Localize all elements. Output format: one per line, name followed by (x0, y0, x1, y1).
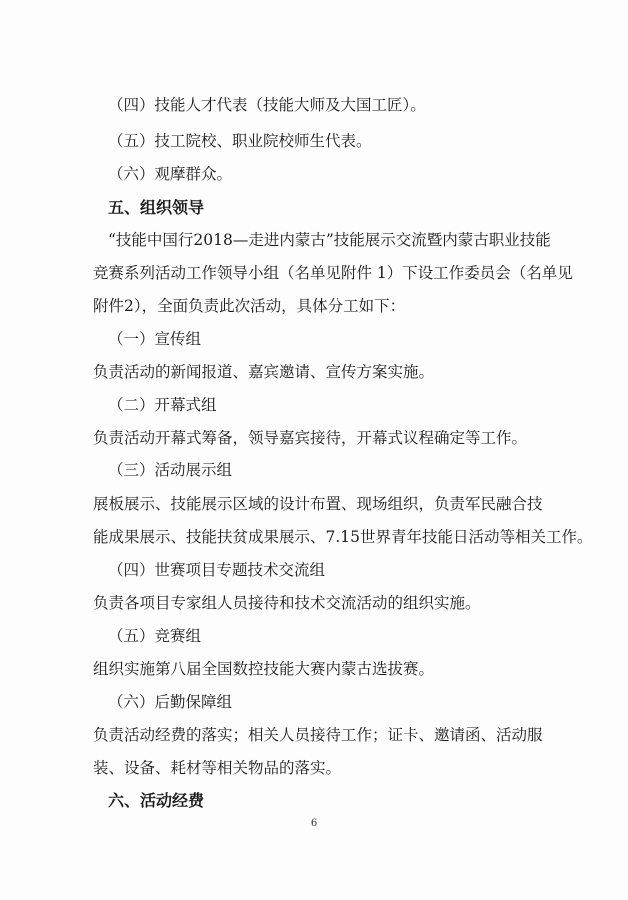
audience-item-4: （四）技能人才代表（技能大师及大国工匠）。 (108, 96, 426, 114)
paragraph-line: 附件2），全面负责此次活动，具体分工如下： (93, 297, 406, 315)
subsection-heading-competition: （五）竞赛组 (108, 627, 202, 645)
subsection-heading-opening: （二）开幕式组 (108, 396, 217, 414)
paragraph-line: 负责活动的新闻报道、嘉宾邀请、宣传方案实施。 (93, 363, 435, 381)
paragraph-line: 能成果展示、技能扶贫成果展示、7.15世界青年技能日活动等相关工作。 (93, 528, 593, 546)
audience-item-5: （五）技工院校、职业院校师生代表。 (108, 132, 372, 150)
section-heading-funding: 六、活动经费 (108, 791, 205, 810)
paragraph-line: “技能中国行2018—走进内蒙古”技能展示交流暨内蒙古职业技能 (108, 231, 551, 249)
audience-item-6: （六）观摩群众。 (108, 165, 233, 183)
paragraph-line: 竞赛系列活动工作领导小组（名单见附件 1）下设工作委员会（名单见 (93, 264, 573, 282)
subsection-heading-publicity: （一）宣传组 (108, 330, 202, 348)
section-heading-organization: 五、组织领导 (108, 198, 205, 217)
paragraph-line: 展板展示、技能展示区域的设计布置、现场组织，负责军民融合技 (93, 495, 543, 513)
paragraph-line: 组织实施第八届全国数控技能大赛内蒙古选拔赛。 (93, 660, 435, 678)
paragraph-line: 负责各项目专家组人员接待和技术交流活动的组织实施。 (93, 594, 481, 612)
subsection-heading-worldskills: （四）世赛项目专题技术交流组 (108, 561, 326, 579)
paragraph-line: 装、设备、耗材等相关物品的落实。 (93, 759, 342, 777)
subsection-heading-logistics: （六）后勤保障组 (108, 693, 233, 711)
paragraph-line: 负责活动经费的落实；相关人员接待工作；证卡、邀请函、活动服 (93, 726, 543, 744)
page-number: 6 (310, 818, 318, 829)
subsection-heading-exhibition: （三）活动展示组 (108, 461, 233, 479)
paragraph-line: 负责活动开幕式筹备，领导嘉宾接待，开幕式议程确定等工作。 (93, 429, 528, 447)
